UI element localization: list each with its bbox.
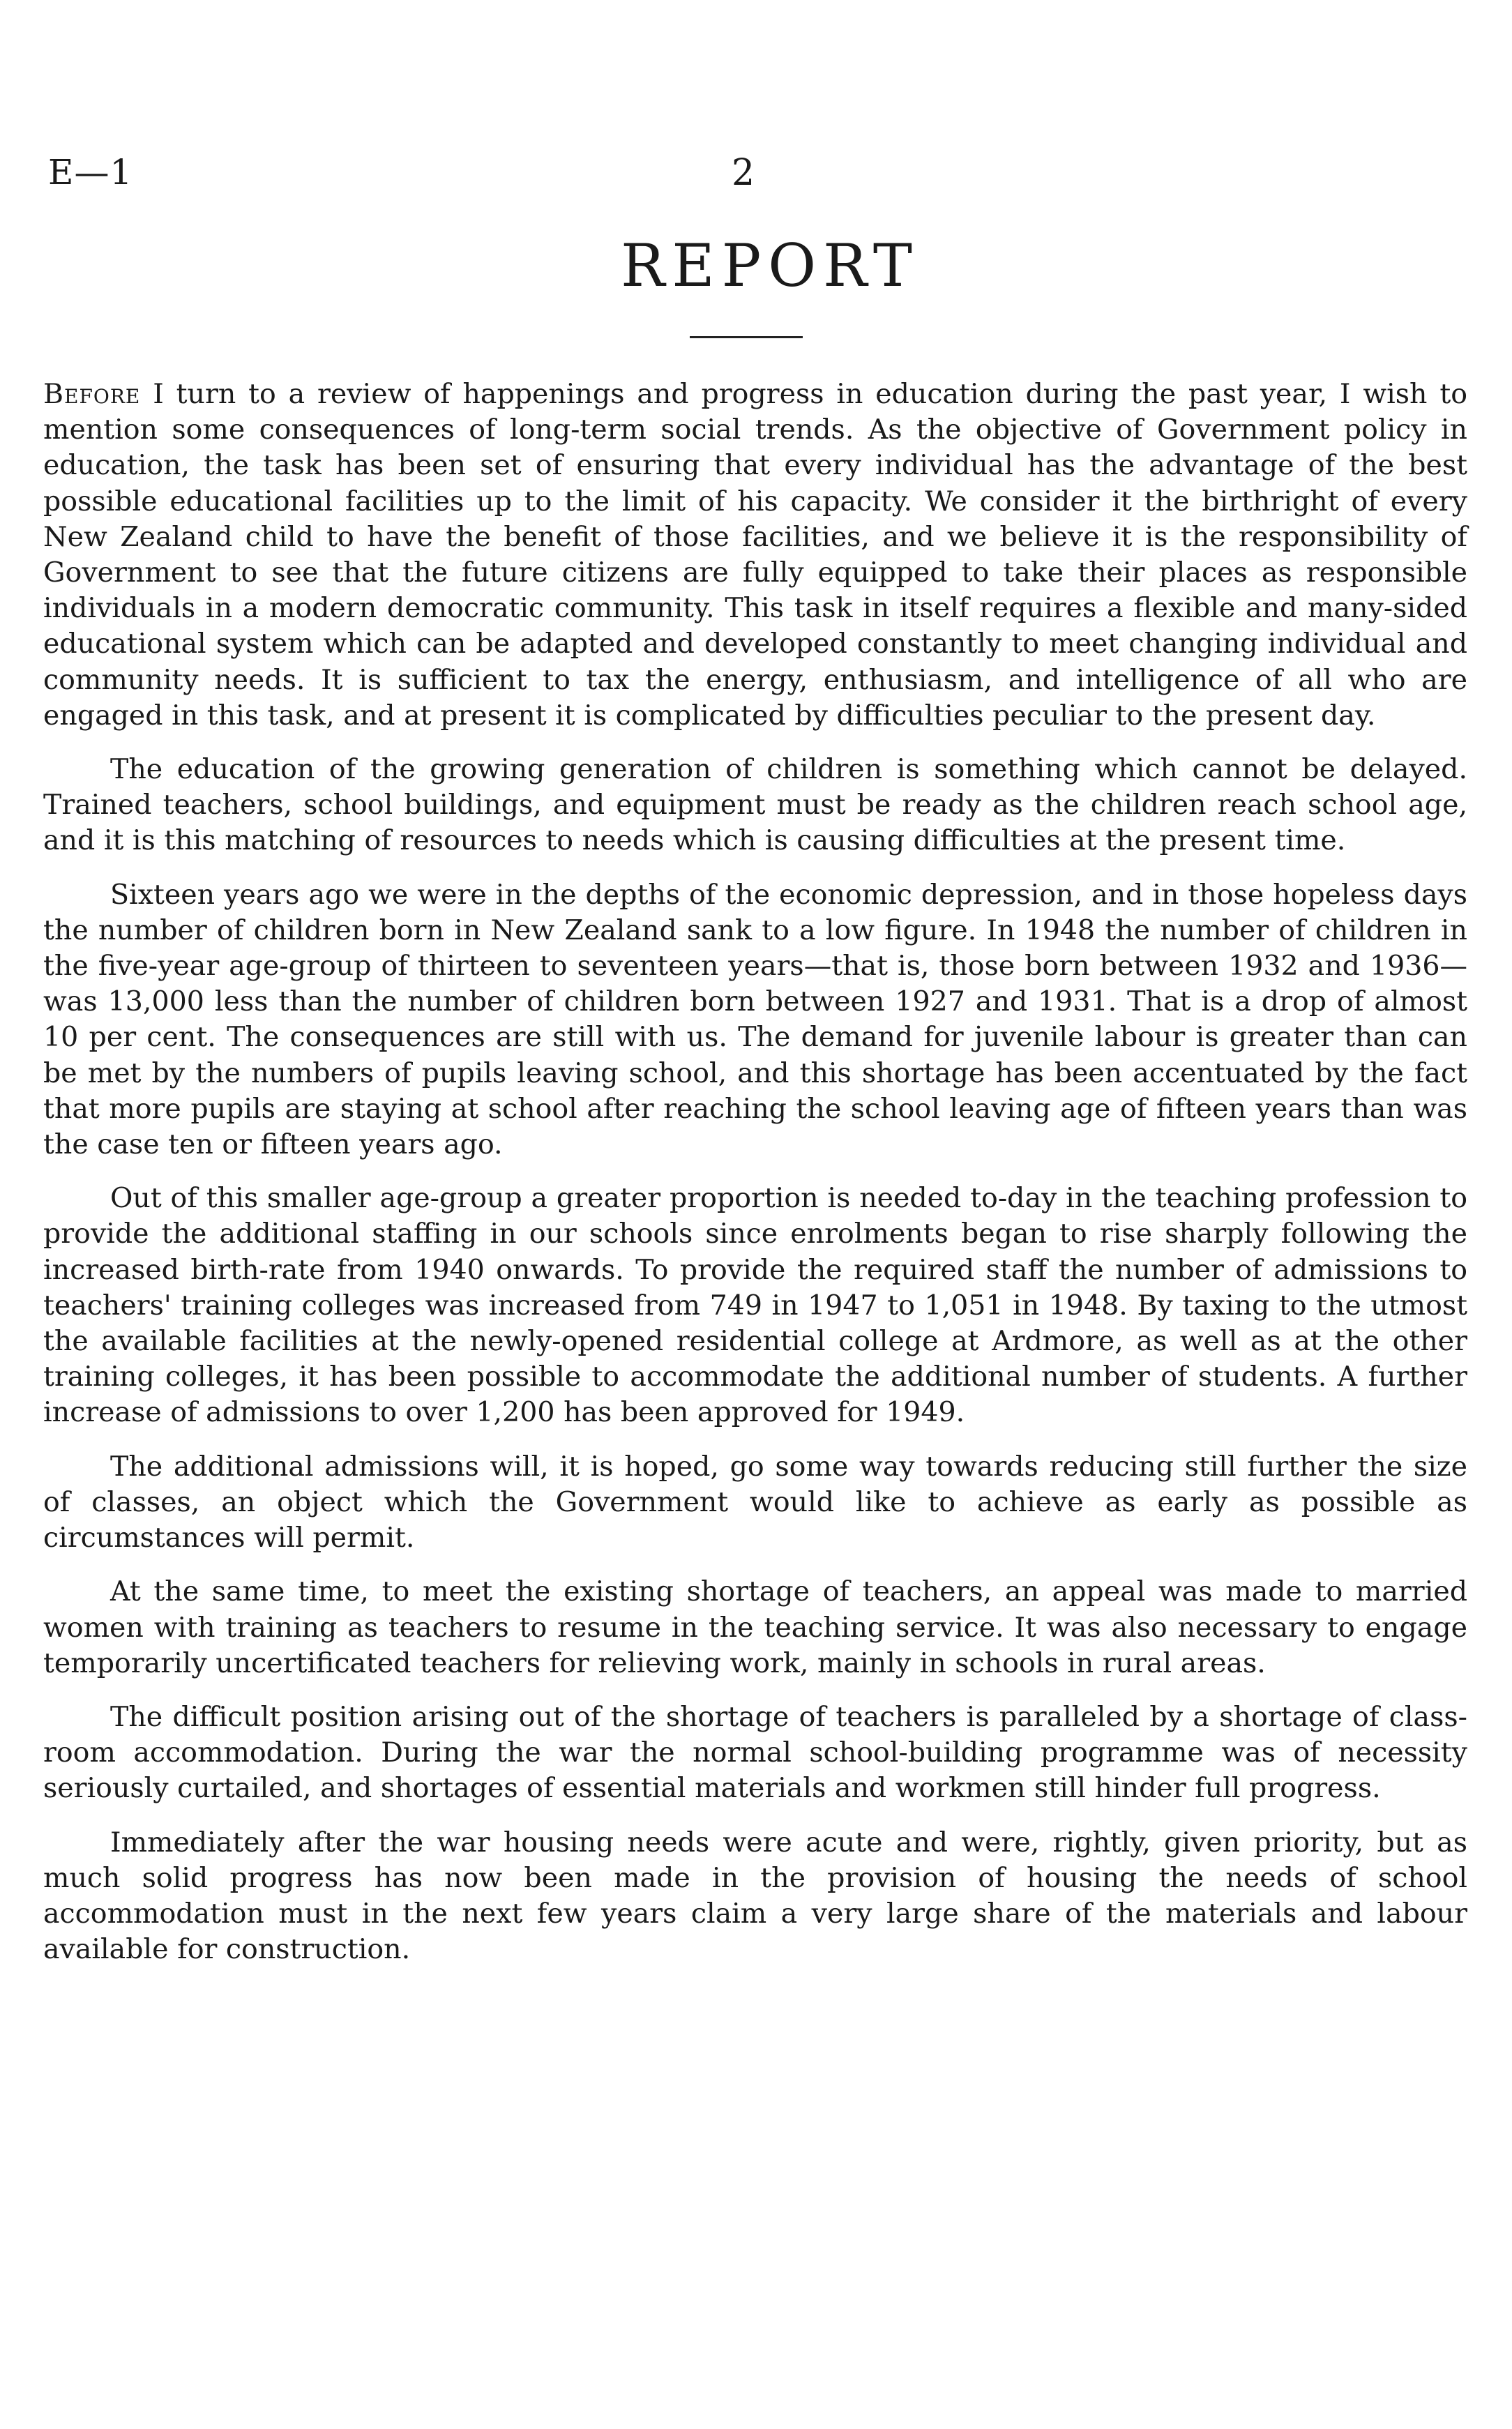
paragraph-lead-word: Before xyxy=(43,378,141,410)
page-number: 2 xyxy=(732,152,755,194)
page-title: REPORT xyxy=(621,232,919,300)
paragraph xyxy=(43,377,1467,734)
paragraph: The additional admissions will, it is hoped, go some way towards reducing still further the size of classes, an object which the Government would like to achieve as early as possible as circumstances will permit. xyxy=(43,1450,1467,1554)
paragraph: Out of this smaller age-group a greater proportion is needed to-day in the teaching profession to provide the additional staffing in our schools since enrolments began to rise sharply following the increased birth-rate from 1940 onwards. To provide the required staff the number of admissions to teachers' training colleges was increased from 749 in 1947 to 1,051 in 1948. By taxing to the utmost the available facilities at the newly-opened residential college at Ardmore, as well as at the other training colleges, it has been possible to accommodate the additional number of students. A further increase of admissions to over 1,200 has been approved for 1949. xyxy=(43,1182,1467,1429)
paragraph: At the same time, to meet the existing shortage of teachers, an appeal was made to married women with training as teachers to resume in the teaching service. It was also necessary to engage temporarily uncertificated teachers for relieving work, mainly in schools in rural areas. xyxy=(43,1575,1467,1679)
paragraph-text: I turn to a review of happenings and progress in education during the past year, I wish to mention some consequences of long-term social trends. As the objective of Government policy in education, the task has been set of ensuring that every individual has the advantage of the best possible educational facilities up to the limit of his capacity. We consider it the birthright of every New Zealand child to have the benefit of those facilities, and we believe it is the responsibility of Government to see that the future citizens are fully equipped to take their places as responsible individuals in a modern democratic community. This task in itself requires a flexible and many-sided educational system which can be adapted and developed constantly to meet changing individual and community needs. It is sufficient to tax the energy, enthusiasm, and intelligence of all who are engaged in this task, and at present it is complicated by difficulties peculiar to the present day. xyxy=(43,378,1467,732)
paragraph: Sixteen years ago we were in the depths of the economic depression, and in those hopeless days the number of children born in New Zealand sank to a low figure. In 1948 the number of children in the five-year age-group of thirteen to seventeen years—that is, those born between 1932 and 1936—was 13,000 less than the number of children born between 1927 and 1931. That is a drop of almost 10 per cent. The consequences are still with us. The demand for juvenile labour is greater than can be met by the numbers of pupils leaving school, and this shortage has been accentuated by the fact that more pupils are staying at school after reaching the school leaving age of fifteen years than was the case ten or fifteen years ago. xyxy=(43,878,1467,1161)
paragraph: The difficult position arising out of the shortage of teachers is paralleled by a shortage of class-room accommodation. During the war the normal school-building programme was of necessity seriously curtailed, and shortages of essential materials and workmen still hinder full progress. xyxy=(43,1700,1467,1805)
title-divider xyxy=(690,336,803,338)
document-reference: E—1 xyxy=(48,152,133,192)
paragraph: The education of the growing generation of children is something which cannot be delayed. Trained teachers, school buildings, and equipment must be ready as the children reach school age, and it is this matching of resources to needs which is causing difficulties at the present time. xyxy=(43,753,1467,857)
paragraph: Immediately after the war housing needs were acute and were, rightly, given priority, but as much solid progress has now been made in the provision of housing the needs of school accommodation must in the next few years claim a very large share of the materials and labour available for construction. xyxy=(43,1826,1467,1966)
report-body xyxy=(43,377,1467,1967)
